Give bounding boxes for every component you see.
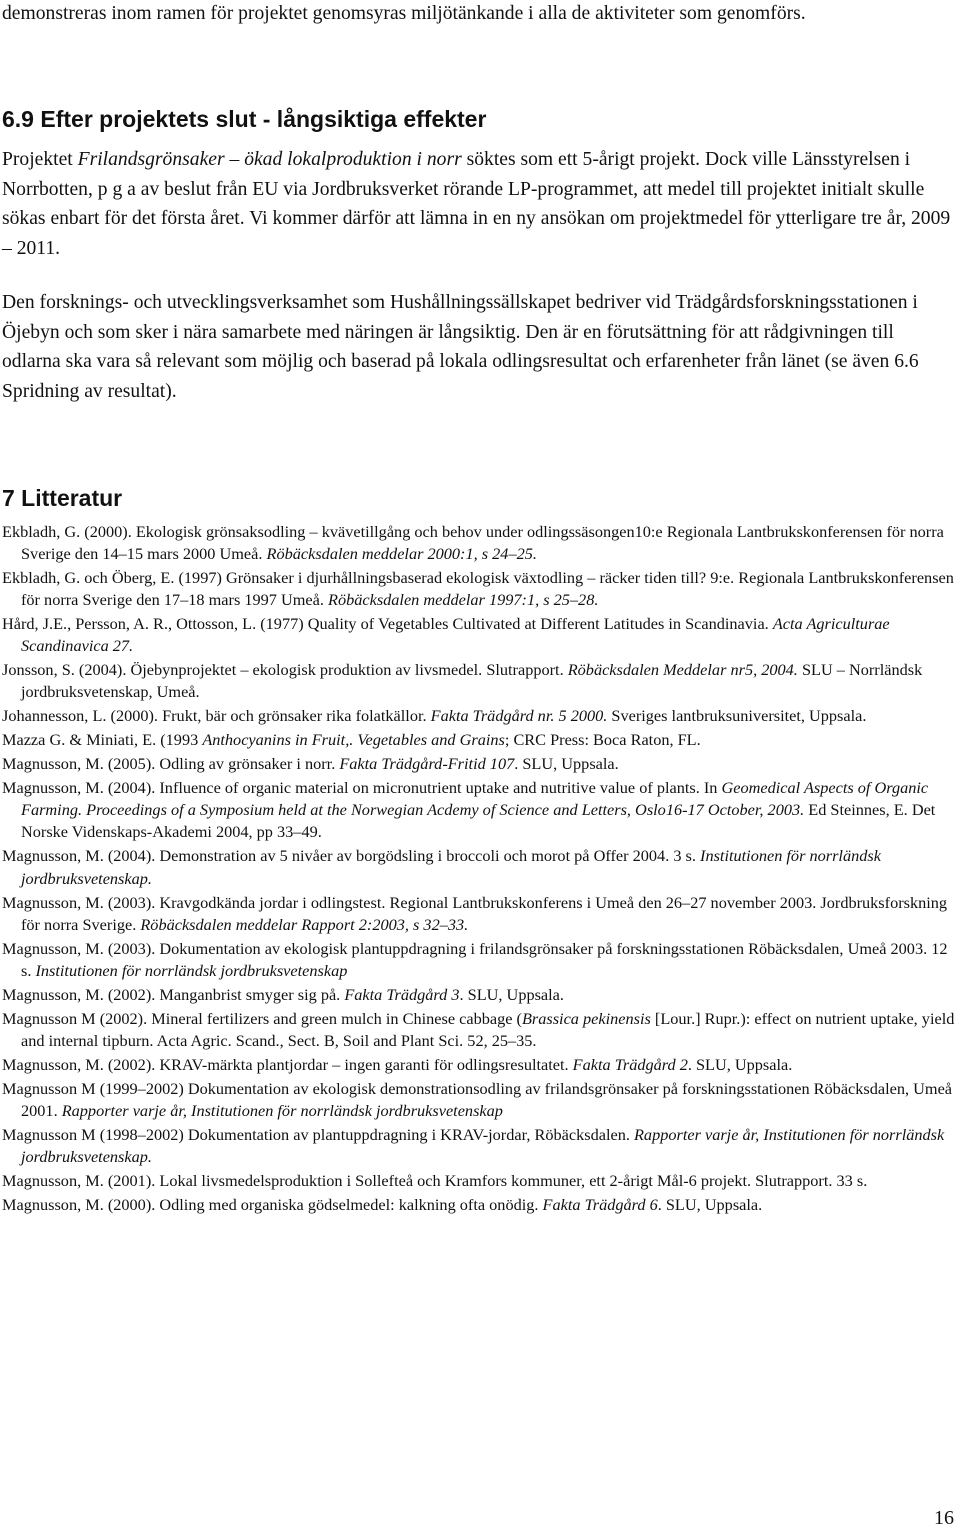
reference-text: Hård, J.E., Persson, A. R., Ottosson, L. (1977) Quality of Vegetables Cultivated at Different Latitudes in Scandinavia. [2,614,773,634]
reference-text: Magnusson, M. (2004). Influence of organic material on micronutrient uptake and nutritive value of plants. In [2,778,722,798]
reference-item [2,521,960,565]
reference-text: Ekbladh, G. (2000). Ekologisk grönsaksodling – kvävetillgång och behov under odlingssäsongen10:e Regionala Lantbrukskonferensen för norra Sverige den 14–15 mars 2000 Umeå. [2,522,944,564]
reference-text: . SLU, Uppsala. [687,1054,793,1074]
paragraph-text: Projektet [2,149,78,170]
reference-item [2,729,960,751]
reference-italic-text: Fakta Trädgård 3 [344,984,460,1004]
reference-item [2,892,960,936]
reference-text: Magnusson M (1999–2002) Dokumentation av ekologisk demonstrationsodling av frilandsgrönsaker på forskningsstationen Röbäcksdalen, Umeå 2001. [2,1078,953,1120]
reference-item [2,1078,960,1122]
reference-text: . SLU, Uppsala. [459,984,564,1004]
reference-italic-text: Fakta Trädgård 2 [572,1054,688,1074]
reference-text: [Lour.] Rupr.): effect on nutrient uptake, yield and internal tipburn. Acta Agric. Scand., Sect. B, Soil and Plant Sci. 52, 25–35. [21,1008,955,1050]
page-number: 16 [934,1507,954,1529]
reference-text: Magnusson, M. (2001). Lokal livsmedelsproduktion i Sollefteå och Kramfors kommuner, ett 2-årigt Mål-6 projekt. Slutrapport. 33 s. [2,1170,868,1190]
reference-italic-text: Fakta Trädgård-Fritid 107 [339,754,515,774]
reference-item [2,567,960,611]
reference-item [2,659,960,703]
reference-item [2,1054,960,1076]
reference-item [2,705,960,727]
reference-text: Ed Steinnes, E. Det Norske Videnskaps-Akademi 2004, pp 33–49. [21,800,936,842]
reference-text: Magnusson, M. (2004). Demonstration av 5 nivåer av borgödsling i broccoli och morot på Offer 2004. 3 s. [2,846,701,866]
reference-italic-text: Institutionen för norrländsk jordbruksvetenskap [35,960,348,980]
reference-italic-text: Röbäcksdalen meddelar 1997:1, s 25–28. [328,590,599,610]
reference-italic-text: Röbäcksdalen meddelar 2000:1, s 24–25. [266,544,537,564]
reference-text: Sveriges lantbruksuniversitet, Uppsala. [607,706,867,726]
reference-text: . SLU, Uppsala. [657,1194,763,1214]
reference-text: Magnusson, M. (2003). Dokumentation av ekologisk plantuppdragning i frilandsgrönsaker på forskningsstationen Röbäcksdalen, Umeå 2003. 12 s. [2,938,948,980]
reference-text: Magnusson M (2002). Mineral fertilizers and green mulch in Chinese cabbage ( [2,1008,522,1028]
reference-text: Magnusson, M. (2000). Odling med organiska gödselmedel: kalkning ofta onödig. [2,1194,543,1214]
reference-text: Magnusson, M. (2002). Manganbrist smyger sig på. [2,984,345,1004]
reference-text: Magnusson, M. (2003). Kravgodkända jordar i odlingstest. Regional Lantbrukskonferens i Umeå den 26–27 november 2003. Jordbruksforskning för norra Sverige. [2,892,948,934]
paragraph-research: Den forsknings- och utvecklingsverksamhet som Hushållningssällskapet bedriver vid Trädgårdsforskningsstationen i Öjebyn och som sker i nära samarbete med näringen är långsiktig. Den är en förutsättning för att rådgivningen till odlarna ska vara så relevant som möjlig och baserad på lokala odlingsresultat och erfarenheter från länet (se även 6.6 Spridning av resultat). [2,292,919,402]
reference-text: Mazza G. & Miniati, E. (1993 [2,730,203,750]
reference-italic-text: Rapporter varje år, Institutionen för norrländsk jordbruksvetenskap. [21,1124,945,1166]
reference-text: Magnusson, M. (2005). Odling av grönsaker i norr. [2,754,340,774]
reference-list [2,521,960,1218]
reference-text: Magnusson M (1998–2002) Dokumentation av plantuppdragning i KRAV-jordar, Röbäcksdalen. [2,1124,634,1144]
reference-text: SLU – Norrländsk jordbruksvetenskap, Umeå. [21,660,923,702]
reference-italic-text: Fakta Trädgård 6 [542,1194,658,1214]
paragraph-project-duration [2,145,957,263]
reference-item [2,938,960,982]
reference-italic-text: Institutionen för norrländsk jordbruksvetenskap. [21,846,881,888]
reference-text: Magnusson, M. (2002). KRAV-märkta plantjordar – ingen garanti för odlingsresultatet. [2,1054,573,1074]
reference-item [2,1194,960,1216]
paragraph-text: söktes som ett 5-årigt projekt. Dock ville Länsstyrelsen i Norrbotten, p g a av beslut från EU via Jordbruksverket rörande LP-programmet, att medel till projektet initialt skulle sökas enbart för det första året. Vi kommer därför att lämna in en ny ansökan om projektmedel för ytterligare tre år, 2009 – 2011. [2,149,951,259]
reference-item [2,1124,960,1168]
reference-item [2,777,960,843]
project-title: Frilandsgrönsaker – ökad lokalproduktion i norr [77,149,462,170]
reference-text: Ekbladh, G. och Öberg, E. (1997) Grönsaker i djurhållningsbaserad ekologisk växtodling – räcker tiden till? 9:e. Regionala Lantbrukskonferensen för norra Sverige den 17–18 mars 1997 Umeå. [2,568,954,610]
reference-item [2,753,960,775]
reference-item [2,1170,960,1192]
intro-paragraph: demonstreras inom ramen för projektet genomsyras miljötänkande i alla de aktiviteter som genomförs. [2,3,806,24]
reference-italic-text: Brassica pekinensis [521,1008,651,1028]
reference-item [2,984,960,1006]
reference-italic-text: Anthocyanins in Fruit,. Vegetables and Grains [202,730,505,750]
reference-item [2,1008,960,1052]
reference-italic-text: Geomedical Aspects of Organic Farming. Proceedings of a Symposium held at the Norwegian Acdemy of Science and Letters, Oslo16-17 October, 2003. [21,778,929,820]
reference-item [2,613,960,657]
reference-text: Jonsson, S. (2004). Öjebynprojektet – ekologisk produktion av livsmedel. Slutrapport. [2,660,568,680]
reference-italic-text: Röbäcksdalen Meddelar nr5, 2004. [567,660,798,680]
reference-text: . SLU, Uppsala. [514,754,619,774]
reference-italic-text: Rapporter varje år, Institutionen för norrländsk jordbruksvetenskap [61,1100,503,1120]
reference-text: ; CRC Press: Boca Raton, FL. [504,730,701,750]
reference-italic-text: Acta Agriculturae Scandinavica 27. [21,614,890,656]
section-heading-6-9: 6.9 Efter projektets slut - långsiktiga effekter [2,106,487,132]
reference-italic-text: Fakta Trädgård nr. 5 2000. [430,706,608,726]
reference-text: Johannesson, L. (2000). Frukt, bär och grönsaker rika folatkällor. [2,706,431,726]
section-heading-7: 7 Litteratur [2,485,123,511]
reference-italic-text: Röbäcksdalen meddelar Rapport 2:2003, s 32–33. [140,914,469,934]
reference-item [2,845,960,889]
